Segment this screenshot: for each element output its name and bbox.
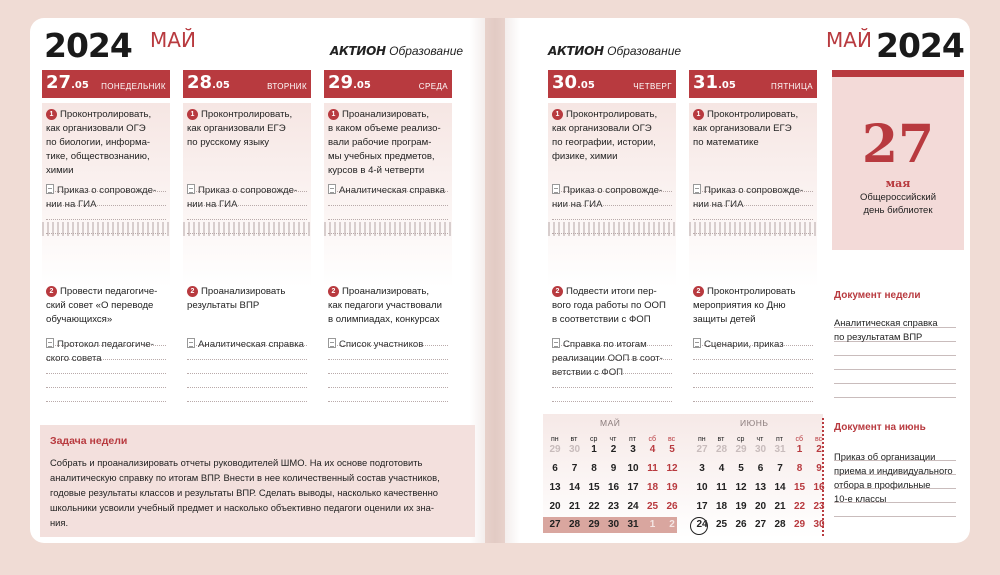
doc-text: Аналитическая справка [198,339,304,350]
calendar-day: 3 [630,444,636,455]
doc-line [552,366,672,380]
task-text: физике, химии [552,151,618,162]
task-line [328,285,448,299]
task-line [552,299,672,313]
book-spine [470,18,520,543]
task-line [187,136,307,150]
task-text: тике, обществознанию, [46,151,150,162]
number-badge-2-icon: 2 [46,286,57,297]
calendar-weekday: вт [570,436,578,443]
task-line [693,299,813,313]
calendar-day: 15 [588,482,600,493]
day-number-suffix: .05 [212,80,230,91]
calendar-day: 27 [754,519,767,530]
task-text: результаты ВПР [187,300,260,311]
calendar-day: 11 [647,463,658,474]
calendar-weekday: вс [668,436,676,443]
task-1 [46,108,166,178]
doc-text: Приказ о сопровожде- [704,185,804,196]
calendar-weekday: чт [756,436,764,443]
calendar-day: 3 [699,463,705,474]
weekday-name: ПОНЕДЕЛЬНИК [101,82,166,91]
task-2 [328,285,448,327]
highlight-event-line: Общероссийский [859,192,937,203]
day-number-suffix: .05 [71,80,89,91]
task-line [328,108,448,122]
doc-text: нии на ГИА [693,199,744,210]
task-line [328,122,448,136]
doc-line [187,338,307,352]
calendar-day: 24 [696,519,708,530]
doc-1 [46,184,166,212]
brand-sub: Образование [607,44,682,58]
task-text: по русскому языку [187,137,270,148]
doc-text: Приказ о сопровожде- [57,185,157,196]
document-icon [328,184,336,194]
document-icon [328,338,336,348]
calendar-day: 30 [813,519,825,530]
calendar-day: 26 [666,501,678,512]
doc-text: нии на ГИА [187,199,238,210]
calendar-day: 25 [715,519,728,530]
task-2 [552,285,672,327]
calendar-day: 28 [568,519,581,530]
day-number-value: 29 [328,72,354,93]
task-1 [328,108,448,178]
doc-text: Аналитическая справка [339,185,445,196]
doc-line [328,184,448,198]
number-badge-1-icon: 1 [328,109,339,120]
task-text: Проконтролировать, [201,109,293,120]
task-text: по географии, истории, [552,137,656,148]
task-text: мы учебных предметов, [328,151,435,162]
task-of-week-title: Задача недели [50,435,128,447]
number-badge-2-icon: 2 [187,286,198,297]
weekday-name: ПЯТНИЦА [771,82,813,91]
calendar-day: 21 [568,501,581,512]
calendar-weekday: ср [590,436,598,443]
calendar-day: 29 [588,519,600,530]
calendar-day: 18 [715,501,728,512]
document-icon [693,338,701,348]
calendar-day: 24 [627,501,639,512]
task-line [46,285,166,299]
document-icon [46,338,54,348]
task-line [46,150,166,164]
task-line [46,313,166,327]
task-text: вали рабочие програм- [328,137,432,148]
calendar-day: 8 [796,463,803,474]
day-number [328,72,371,93]
task-line [46,299,166,313]
doc-june-line: приема и индивидуального [834,465,953,476]
task-text: Проанализировать, [342,109,430,120]
doc-june-line: 10-е классы [834,493,887,504]
highlight-day-month: мая [885,177,911,190]
task-text: как организовали ЕГЭ [187,123,286,134]
task-text: Подвести итоги пер- [566,286,657,297]
doc-line [46,352,166,366]
doc-line [552,184,672,198]
calendar-day: 27 [549,519,561,530]
calendar-day: 18 [646,482,659,493]
day-number-suffix: .05 [577,80,595,91]
doc-line [46,184,166,198]
calendar-day: 20 [549,501,561,512]
document-icon [46,184,54,194]
doc-2 [552,338,672,380]
day-number [187,72,230,93]
doc-text: ского совета [46,353,102,364]
task-text: Проконтролировать, [566,109,658,120]
doc-2 [46,338,166,366]
task-line [693,122,813,136]
doc-text: Список участников [339,339,424,350]
task-text: в соответствии с ФОП [552,314,651,325]
task-1 [693,108,813,150]
highlight-day-number: 27 [861,114,935,175]
calendar-day: 7 [571,463,578,474]
document-icon [552,338,560,348]
weekday-name: ВТОРНИК [267,82,307,91]
calendar-month-title: ИЮНЬ [740,418,769,428]
task-line [552,136,672,150]
calendar-day: 31 [627,519,639,530]
calendar-day: 10 [627,463,639,474]
calendar-day: 7 [777,463,783,474]
calendar-day: 21 [774,501,786,512]
calendar-day: 28 [774,519,786,530]
task-line [693,136,813,150]
calendar-day: 20 [754,501,767,512]
left-month: МАЙ [150,28,196,52]
doc-line [552,198,672,212]
day-number-value: 28 [187,72,213,93]
calendar-day: 1 [591,444,597,455]
number-badge-1-icon: 1 [46,109,57,120]
calendar-day: 13 [754,482,767,493]
brand-main: АКТИОН [548,44,604,58]
doc-week-title: Документ недели [834,290,921,301]
task-line [552,108,672,122]
task-1 [187,108,307,150]
calendar-weekday: ср [737,436,745,443]
doc-week-line: по результатам ВПР [834,331,923,342]
calendar-day: 11 [716,482,727,493]
document-icon [187,184,195,194]
task-text: обучающихся» [46,314,113,325]
right-year: 2024 [876,26,964,65]
calendar-day: 19 [735,501,747,512]
calendar-day: 28 [715,444,728,455]
left-year: 2024 [44,26,132,65]
day-number-suffix: .05 [718,80,736,91]
calendar-day: 8 [591,463,597,474]
calendar-weekday: пн [698,436,706,443]
doc-line [693,198,813,212]
calendar-day: 9 [610,463,617,474]
brand-sub: Образование [389,44,464,58]
task-2 [693,285,813,327]
doc-line [552,338,672,352]
day-number-value: 27 [46,72,72,93]
task-of-week-box [40,425,475,537]
task-2 [187,285,307,313]
highlight-event-line: день библиотек [863,205,933,216]
calendar-day: 22 [588,501,600,512]
calendar-day: 14 [568,482,581,493]
day-number [552,72,595,93]
doc-line [187,198,307,212]
calendar-day: 27 [696,444,708,455]
day-number [693,72,736,93]
number-badge-2-icon: 2 [693,286,704,297]
task-text: защиты детей [693,314,756,325]
task-line [693,285,813,299]
calendar-day: 17 [696,501,708,512]
doc-text: нии на ГИА [552,199,603,210]
doc-text: ветствии с ФОП [552,367,624,378]
calendar-day: 6 [552,463,558,474]
today-circle-marker [690,517,708,535]
doc-line [46,198,166,212]
task-of-week-line: аналитическую справку по итогам ВПР. Внести в нее количественный состав участников, [50,472,440,483]
doc-line [187,184,307,198]
task-text: Проконтролировать, [60,109,152,120]
number-badge-1-icon: 1 [552,109,563,120]
calendar-day: 14 [774,482,786,493]
task-line [187,122,307,136]
calendar-day: 2 [816,444,822,455]
calendar-day: 4 [718,463,725,474]
task-text: по математике [693,137,759,148]
task-line [328,299,448,313]
doc-line [328,338,448,352]
task-line [693,108,813,122]
calendar-day: 30 [754,444,767,455]
doc-june-title: Документ на июнь [834,422,926,433]
task-text: как организовали ОГЭ [46,123,146,134]
doc-2 [187,338,307,352]
calendar-day: 29 [549,444,561,455]
task-text: Провести педагогиче- [60,286,158,297]
day-header [689,70,817,98]
task-of-week-line: школьники усвоили учебный предмет и насколько объективно педагоги оценили их зна- [50,502,434,513]
calendar-day: 12 [735,482,747,493]
weekday-name: СРЕДА [418,82,448,91]
task-line [46,122,166,136]
task-line [328,136,448,150]
day-column [183,70,311,410]
calendar-weekday: пн [551,436,559,443]
calendar-day: 2 [610,444,617,455]
number-badge-1-icon: 1 [187,109,198,120]
doc-line [46,338,166,352]
task-line [693,313,813,327]
task-line [187,299,307,313]
weekday-name: ЧЕТВЕРГ [633,82,672,91]
task-text: ский совет «О переводе [46,300,154,311]
doc-2 [693,338,813,352]
task-text: как организовали ЕГЭ [693,123,792,134]
task-line [187,285,307,299]
task-line [46,136,166,150]
doc-1 [552,184,672,212]
task-text: курсов в 4-й четверти [328,165,425,176]
doc-line [693,184,813,198]
calendar-weekday: чт [609,436,617,443]
calendar-day: 23 [813,501,825,512]
calendar-day: 15 [793,482,806,493]
day-column [324,70,452,410]
day-number-value: 31 [693,72,719,93]
task-line [552,150,672,164]
task-text: по биологии, информа- [46,137,151,148]
doc-june-line: отбора в профильные [834,479,931,490]
calendar-day: 30 [607,519,620,530]
doc-june-line: Приказ об организации [834,451,936,462]
calendar-day: 31 [774,444,786,455]
calendar-day: 12 [666,463,678,474]
doc-line [552,352,672,366]
day-column [548,70,676,410]
highlight-day-card [832,70,964,250]
day-header [42,70,170,98]
right-month: МАЙ [826,28,872,52]
task-text: мероприятия ко Дню [693,300,786,311]
number-badge-2-icon: 2 [552,286,563,297]
doc-june-text [834,450,956,506]
day-header [183,70,311,98]
calendar-day: 4 [649,444,656,455]
calendar-day: 10 [696,482,708,493]
calendar-day: 6 [757,463,764,474]
calendar-day: 19 [666,482,678,493]
task-text: химии [46,165,74,176]
calendar-day: 29 [793,519,806,530]
doc-text: Сценарии, приказ [704,339,784,350]
document-icon [187,338,195,348]
task-2 [46,285,166,327]
calendar-day: 25 [646,501,659,512]
calendar-month-title: МАЙ [600,418,621,428]
day-column [42,70,170,410]
task-text: Проанализировать [201,286,286,297]
calendar-weekday: сб [795,436,804,443]
task-text: вого года работы по ООП [552,300,666,311]
day-number-suffix: .05 [353,80,371,91]
task-text: как педагоги участвовали [328,300,442,311]
calendar-weekday: сб [648,436,657,443]
task-line [552,313,672,327]
calendar-weekday: вт [717,436,725,443]
task-text: как организовали ОГЭ [552,123,652,134]
calendar-day: 17 [627,482,639,493]
highlight-day-event [832,191,964,217]
calendar-day: 13 [549,482,561,493]
task-of-week-text [50,455,465,530]
right-brand-logo [548,44,681,58]
task-text: в каком объеме реализо- [328,123,441,134]
day-header [548,70,676,98]
calendar-day: 9 [816,463,822,474]
calendar-day: 23 [607,501,620,512]
task-of-week-line: ния. [50,517,69,528]
doc-1 [693,184,813,212]
task-text: Проанализировать, [342,286,430,297]
calendar-day: 5 [738,463,744,474]
calendar-day: 16 [813,482,825,493]
task-line [46,108,166,122]
day-number-value: 30 [552,72,578,93]
day-number [46,72,89,93]
doc-line [693,338,813,352]
task-line [552,285,672,299]
calendar-day: 5 [669,444,675,455]
task-line [328,313,448,327]
task-of-week-line: Собрать и проанализировать отчеты руководителей ШМО. На их основе подготовить [50,457,423,468]
calendar-day: 1 [796,444,803,455]
calendar-day: 26 [735,519,747,530]
doc-text: Приказ о сопровожде- [563,185,663,196]
number-badge-2-icon: 2 [328,286,339,297]
left-brand-logo [330,44,463,58]
task-line [328,164,448,178]
number-badge-1-icon: 1 [693,109,704,120]
doc-week-line: Аналитическая справка [834,317,938,328]
calendar-day: 29 [735,444,747,455]
calendar-day: 1 [649,519,656,530]
doc-text: Протокол педагогиче- [57,339,154,350]
document-icon [693,184,701,194]
task-of-week-line: годовые результаты классов и результаты ВПР. Сделать выводы, насколько качественно [50,487,438,498]
task-text: Проконтролировать [707,286,796,297]
doc-1 [187,184,307,212]
task-line [46,164,166,178]
day-header [324,70,452,98]
task-1 [552,108,672,164]
task-line [187,108,307,122]
doc-text: Приказ о сопровожде- [198,185,298,196]
calendar-day: 22 [793,501,806,512]
task-line [328,150,448,164]
calendar-weekday: пт [629,436,636,443]
document-icon [552,184,560,194]
doc-1 [328,184,448,198]
task-line [552,122,672,136]
doc-text: нии на ГИА [46,199,97,210]
calendar-weekday: пт [776,436,783,443]
brand-main: АКТИОН [330,44,386,58]
calendar-day: 2 [669,519,675,530]
calendar-day: 30 [568,444,581,455]
day-column [689,70,817,410]
doc-text: Справка по итогам [563,339,647,350]
task-text: Проконтролировать, [707,109,799,120]
task-text: в олимпиадах, конкурсах [328,314,440,325]
doc-2 [328,338,448,352]
calendar-weekday: вс [815,436,823,443]
calendar-day: 16 [607,482,620,493]
doc-text: реализации ООП в соот- [552,353,663,364]
doc-week-text [834,316,956,344]
